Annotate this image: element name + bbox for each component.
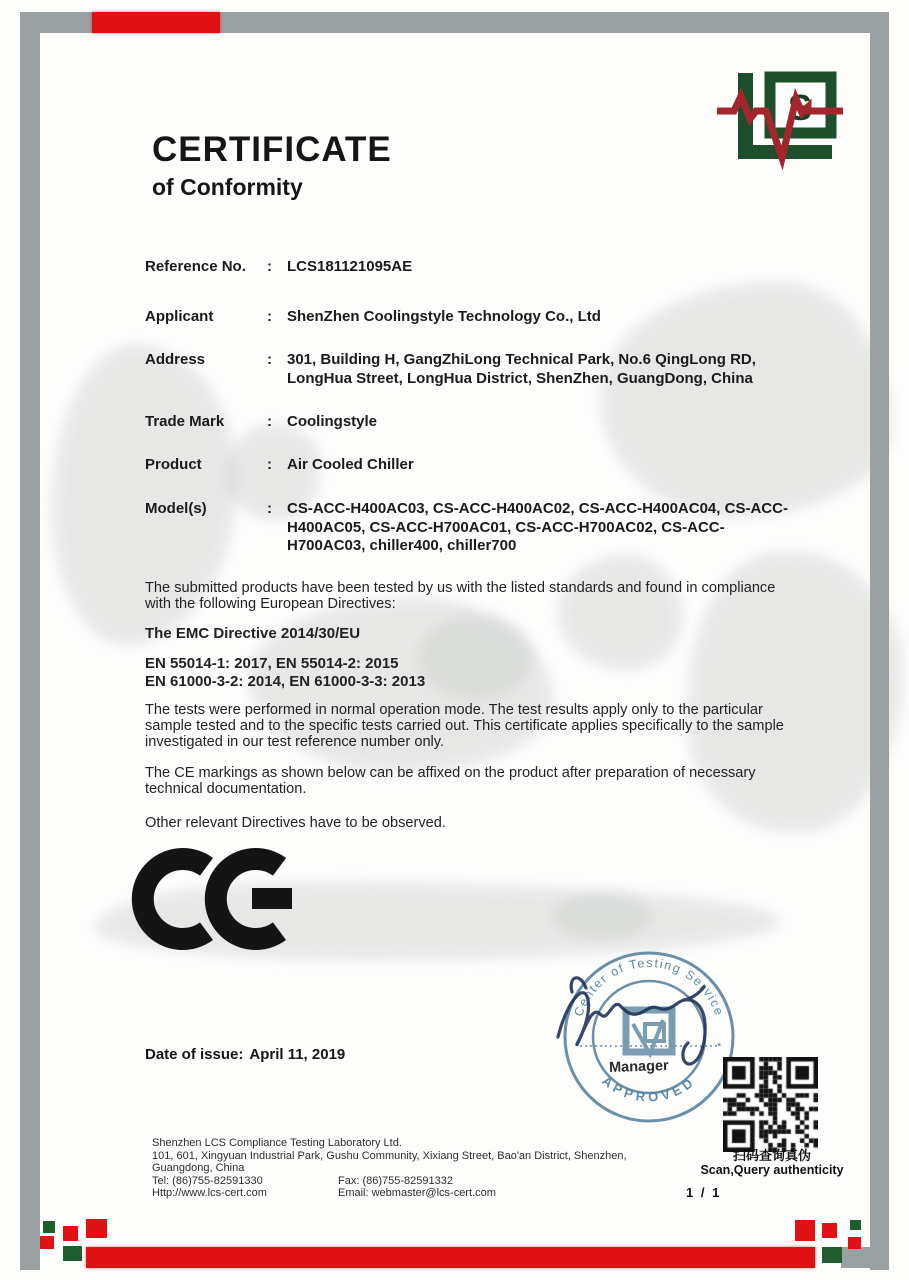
qr-code	[723, 1057, 818, 1152]
standards-line-2: EN 61000-3-2: 2014, EN 61000-3-3: 2013	[145, 672, 426, 690]
field-value: ShenZhen Coolingstyle Technology Co., Ltd	[287, 308, 601, 325]
stamp-center-logo-icon	[626, 1010, 672, 1054]
lcs-logo-icon	[710, 63, 855, 178]
field-label: Reference No.	[145, 258, 246, 275]
issuer-tel: Tel: (86)755-82591330	[152, 1174, 263, 1187]
field-address	[145, 351, 790, 388]
corner-decoration	[43, 1221, 55, 1233]
field-label: Model(s)	[145, 500, 207, 517]
field-colon: :	[267, 351, 272, 368]
issuer-email: Email: webmaster@lcs-cert.com	[338, 1187, 496, 1200]
field-colon: :	[267, 258, 272, 275]
field-colon: :	[267, 413, 272, 430]
issuer-fax: Fax: (86)755-82591332	[338, 1174, 453, 1187]
stamp-ring-text-bottom: APPROVED	[599, 1073, 699, 1105]
frame-left	[20, 12, 40, 1270]
field-label: Applicant	[145, 308, 214, 325]
date-of-issue	[145, 1046, 345, 1063]
logo-letter: S	[787, 87, 813, 128]
field-value: Air Cooled Chiller	[287, 456, 414, 473]
date-value: April 11, 2019	[249, 1046, 346, 1063]
corner-decoration	[822, 1247, 842, 1263]
date-label: Date of issue:	[145, 1046, 244, 1063]
field-label: Address	[145, 351, 206, 368]
qr-caption-zh: 扫码查询真伪	[732, 1148, 811, 1163]
corner-decoration	[850, 1220, 861, 1230]
frame-top-red-segment	[92, 12, 220, 33]
stamp-role-label: Manager	[608, 1057, 669, 1077]
stamp-ring-text-top: Center of Testing Service	[571, 955, 727, 1019]
tests-note: The tests were performed in normal operation mode. The test results apply only to the particular sample tested and to the specific tests carried out. This certificate applies specifically to the sample investigated in our test reference number only.	[145, 702, 784, 750]
issuer-web: Http://www.lcs-cert.com	[152, 1187, 267, 1200]
field-value: CS-ACC-H400AC03, CS-ACC-H400AC02, CS-ACC-H400AC04, CS-ACC-H400AC05, CS-ACC-H700AC01, CS-ACC-H700AC02, CS-ACC-H700AC03, chiller400, chiller700	[287, 500, 788, 554]
qr-caption	[688, 1149, 856, 1177]
corner-decoration	[40, 1236, 54, 1249]
corner-decoration	[795, 1220, 815, 1241]
stamp-star-right: *	[717, 1041, 722, 1053]
ce-mark-icon	[128, 843, 293, 955]
field-colon: :	[267, 500, 272, 517]
issuer-address-2: Guangdong, China	[152, 1162, 245, 1175]
field-value: LCS181121095AE	[287, 258, 413, 275]
page-number: 1 / 1	[686, 1185, 722, 1200]
corner-decoration	[63, 1246, 82, 1261]
field-colon: :	[267, 308, 272, 325]
corner-decoration	[63, 1226, 78, 1241]
compliance-statement: The submitted products have been tested by us with the listed standards and found in compliance with the following European Directives:	[145, 580, 776, 612]
stamp-star-left: *	[575, 1041, 580, 1053]
corner-decoration	[86, 1219, 107, 1238]
svg-text:APPROVED	[599, 1073, 698, 1105]
field-applicant	[145, 308, 790, 327]
issuer-footer	[152, 1137, 712, 1200]
standards-line-1: EN 55014-1: 2017, EN 55014-2: 2015	[145, 655, 399, 672]
standards-list	[145, 655, 793, 690]
corner-decoration	[822, 1223, 837, 1238]
frame-right	[870, 12, 889, 1270]
issuer-address-1: 101, 601, Xingyuan Industrial Park, Gushu Community, Xixiang Street, Bao'an District, Shenzhen,	[152, 1149, 627, 1162]
field-trade-mark	[145, 413, 790, 432]
field-product	[145, 456, 790, 475]
field-value: 301, Building H, GangZhiLong Technical Park, No.6 QingLong RD, LongHua Street, LongHua District, ShenZhen, GuangDong, China	[287, 351, 756, 387]
qr-caption-en: Scan,Query authenticity	[700, 1163, 844, 1177]
other-directives-note: Other relevant Directives have to be observed.	[145, 815, 446, 831]
issuer-company: Shenzhen LCS Compliance Testing Laboratory Ltd.	[152, 1137, 402, 1149]
frame-bottom-gray	[841, 1247, 889, 1268]
certificate-title: CERTIFICATE	[152, 130, 392, 169]
certificate-subtitle: of Conformity	[152, 174, 303, 200]
corner-decoration	[848, 1237, 861, 1249]
field-value: Coolingstyle	[287, 413, 378, 430]
field-label: Product	[145, 456, 202, 473]
ce-marking-note: The CE markings as shown below can be affixed on the product after preparation of necessary technical documentation.	[145, 765, 756, 797]
frame-bottom-red-segment	[86, 1247, 815, 1268]
field-label: Trade Mark	[145, 413, 225, 430]
emc-directive: The EMC Directive 2014/30/EU	[145, 625, 361, 642]
field-reference-no	[145, 258, 790, 277]
field-models	[145, 500, 790, 556]
field-colon: :	[267, 456, 272, 473]
